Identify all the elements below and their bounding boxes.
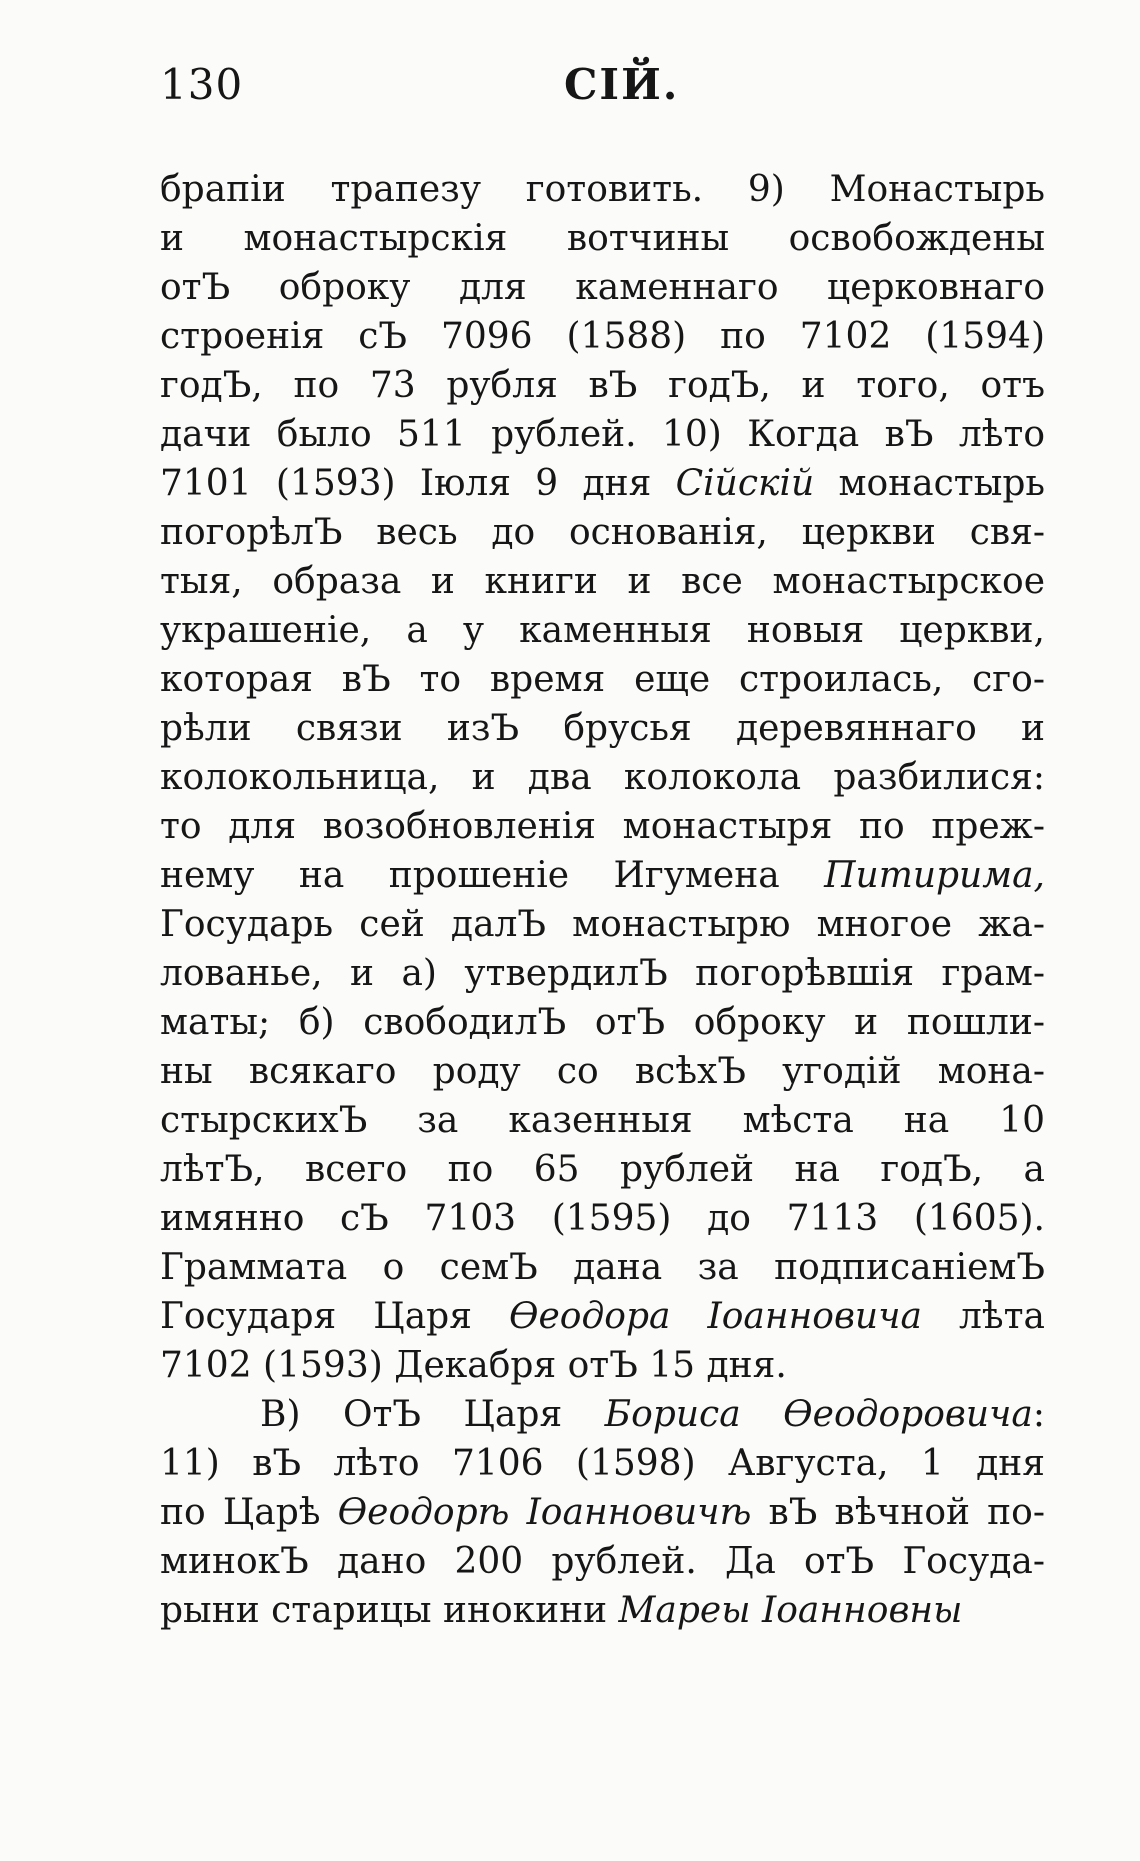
text-line [160, 312, 1045, 361]
text-line [160, 263, 1045, 312]
text-segment: 7101 (1593) Іюля 9 дня [160, 463, 676, 504]
text-segment: брапіи трапезу готовить. 9) Монастырь [160, 169, 1045, 210]
text-segment: лованье, и а) утвердилЪ погорѣвшія грам- [160, 953, 1045, 994]
italic-name: Өеодорѣ Іоанновичѣ [337, 1492, 752, 1533]
italic-name: Мареы Іоанновны [618, 1590, 963, 1631]
italic-name: Питирима, [824, 855, 1045, 896]
text-segment: минокЪ дано 200 рублей. Да отЪ Госуда- [160, 1541, 1045, 1582]
text-line [160, 753, 1045, 802]
italic-name: Бориса Өеодоровича [604, 1394, 1033, 1435]
text-line [160, 1488, 1045, 1537]
text-segment: Граммата о семЪ дана за подписаніемЪ [160, 1247, 1045, 1288]
text-segment: В) ОтЪ Царя [260, 1394, 605, 1435]
text-line [160, 1390, 1045, 1439]
text-line [160, 998, 1045, 1047]
text-segment: и монастырскія вотчины освобождены [160, 218, 1045, 259]
text-segment: стырскихЪ за казенныя мѣста на 10 [160, 1100, 1045, 1141]
text-segment: 11) вЪ лѣто 7106 (1598) Августа, 1 дня [160, 1443, 1045, 1484]
text-segment: тыя, образа и книги и все монастырское [160, 561, 1045, 602]
text-line [160, 851, 1045, 900]
text-segment: монастырь [814, 463, 1045, 504]
text-line [160, 410, 1045, 459]
text-segment: Государь сей далЪ монастырю многое жа- [160, 904, 1045, 945]
text-segment: имянно сЪ 7103 (1595) до 7113 (1605). [160, 1198, 1045, 1239]
text-segment: нему на прошеніе Игумена [160, 855, 825, 896]
text-line [160, 1537, 1045, 1586]
text-line [160, 1243, 1045, 1292]
text-segment: лѣтЪ, всего по 65 рублей на годЪ, а [160, 1149, 1045, 1190]
text-segment: годЪ, по 73 рубля вЪ годЪ, и того, отъ [160, 365, 1045, 406]
text-line [160, 1292, 1045, 1341]
text-segment: строенія сЪ 7096 (1588) по 7102 (1594) [160, 316, 1045, 357]
text-segment: : [1032, 1394, 1045, 1435]
text-line [160, 1341, 1045, 1390]
text-line [160, 802, 1045, 851]
text-segment: то для возобновленія монастыря по преж- [160, 806, 1045, 847]
text-line [160, 508, 1045, 557]
text-line [160, 606, 1045, 655]
text-segment: лѣта [921, 1296, 1045, 1337]
text-line [160, 1586, 1045, 1635]
page-header [160, 60, 1060, 120]
italic-name: Өеодора Іоанновича [508, 1296, 922, 1337]
text-line [160, 361, 1045, 410]
text-line [160, 1194, 1045, 1243]
text-segment: рыни старицы инокини [160, 1590, 619, 1631]
text-line [160, 704, 1045, 753]
body-text [160, 165, 1045, 1635]
text-segment: колокольница, и два колокола разбилися: [160, 757, 1045, 798]
italic-name: Сійскій [675, 463, 815, 504]
text-line [160, 214, 1045, 263]
text-segment: маты; б) свободилЪ отЪ оброку и пошли- [160, 1002, 1045, 1043]
text-line [160, 1145, 1045, 1194]
text-segment: которая вЪ то время еще строилась, сго- [160, 659, 1045, 700]
text-line [160, 165, 1045, 214]
text-segment: по Царѣ [160, 1492, 338, 1533]
text-segment: украшеніе, а у каменныя новыя церкви, [160, 610, 1045, 651]
text-line [160, 557, 1045, 606]
text-segment: отЪ оброку для каменнаго церковнаго [160, 267, 1045, 308]
page-number: 130 [160, 60, 244, 109]
text-line [160, 900, 1045, 949]
text-line [160, 1047, 1045, 1096]
text-segment: рѣли связи изЪ брусья деревяннаго и [160, 708, 1045, 749]
text-line [160, 459, 1045, 508]
text-line [160, 1096, 1045, 1145]
text-segment: Государя Царя [160, 1296, 509, 1337]
text-segment: вЪ вѣчной по- [751, 1492, 1045, 1533]
text-segment: 7102 (1593) Декабря отЪ 15 дня. [160, 1345, 787, 1386]
running-title: СІЙ. [564, 60, 680, 109]
text-line [160, 1439, 1045, 1488]
text-line [160, 655, 1045, 704]
text-segment: дачи было 511 рублей. 10) Когда вЪ лѣто [160, 414, 1045, 455]
text-segment: погорѣлЪ весь до основанія, церкви свя- [160, 512, 1045, 553]
text-line [160, 949, 1045, 998]
text-segment: ны всякаго роду со всѣхЪ угодій мона- [160, 1051, 1045, 1092]
